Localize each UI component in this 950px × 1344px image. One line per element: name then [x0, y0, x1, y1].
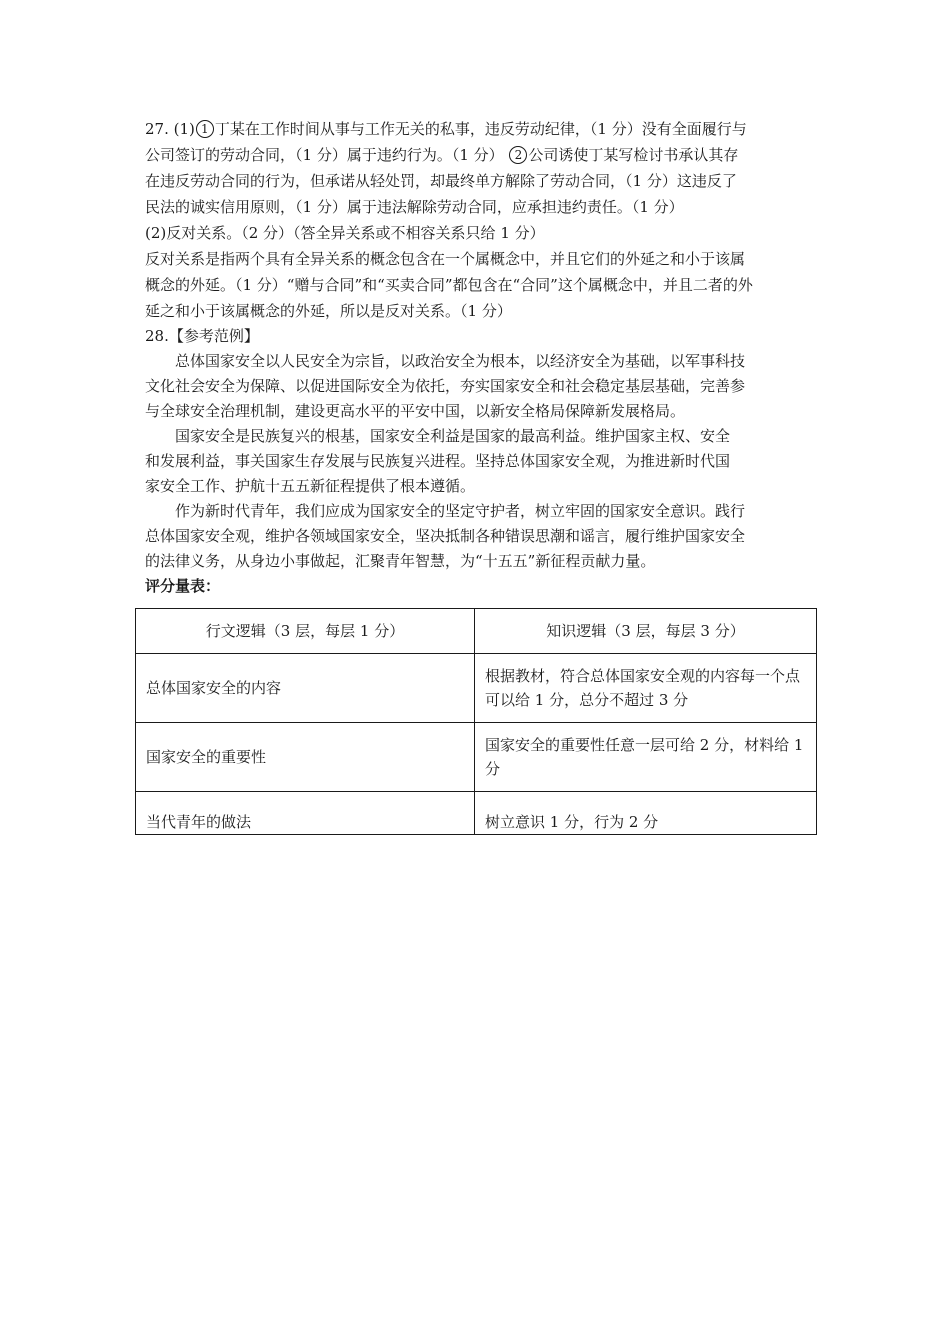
q27-line-6: 反对关系是指两个具有全异关系的概念包含在一个属概念中，并且它们的外延之和小于该属: [145, 250, 746, 268]
q27-text: 丁某在工作时间从事与工作无关的私事，违反劳动纪律，（1 分）没有全面履行与: [214, 120, 747, 138]
table-cell: 树立意识 1 分，行为 2 分: [475, 792, 817, 835]
q27-line-1: [145, 116, 815, 142]
circled-number-2: 2: [509, 146, 527, 164]
table-cell: 国家安全的重要性任意一层可给 2 分，材料给 1 分: [475, 723, 817, 792]
answer-document: [145, 116, 815, 599]
q28-p3-line-2: 总体国家安全观，维护各领域国家安全，坚决抵制各种错误思潮和谣言，履行维护国家安全: [145, 527, 746, 545]
table-header-row: [136, 609, 817, 654]
q28-p3-line-3: 的法律义务，从身边小事做起，汇聚青年智慧，为“十五五”新征程贡献力量。: [145, 552, 656, 570]
q27-text: 公司签订的劳动合同，（1 分）属于违约行为。（1 分）: [145, 146, 509, 164]
q27-line-4: 民法的诚实信用原则，（1 分）属于违法解除劳动合同，应承担违约责任。（1 分）: [145, 198, 684, 216]
table-header-cell: 行文逻辑（3 层，每层 1 分）: [136, 609, 475, 654]
q27-line-7: 概念的外延。（1 分）“赠与合同”和“买卖合同”都包含在“合同”这个属概念中，并且二者的外: [145, 276, 753, 294]
table-row: [136, 654, 817, 723]
q27-line-5: (2)反对关系。（2 分）（答全异关系或不相容关系只给 1 分）: [145, 224, 545, 242]
q28-p2-line-3: 家安全工作、护航十五五新征程提供了根本遵循。: [145, 477, 476, 495]
q28-p1-line-1: 总体国家安全以人民安全为宗旨，以政治安全为根本，以经济安全为基础，以军事科技: [175, 352, 746, 370]
table-cell: 当代青年的做法: [136, 792, 475, 835]
table-header-cell: 知识逻辑（3 层，每层 3 分）: [475, 609, 817, 654]
table-cell: 根据教材，符合总体国家安全观的内容每一个点可以给 1 分，总分不超过 3 分: [475, 654, 817, 723]
table-row: [136, 723, 817, 792]
circled-number-1: 1: [196, 120, 214, 138]
q28-p3-line-1: 作为新时代青年，我们应成为国家安全的坚定守护者，树立牢固的国家安全意识。践行: [175, 502, 746, 520]
q28-heading: 28.【参考范例】: [145, 327, 259, 345]
q27-line-8: 延之和小于该属概念的外延，所以是反对关系。（1 分）: [145, 302, 512, 320]
table-cell: 总体国家安全的内容: [136, 654, 475, 723]
q28-p2-line-2: 和发展利益，事关国家生存发展与民族复兴进程。坚持总体国家安全观，为推进新时代国: [145, 452, 731, 470]
q27-text: 公司诱使丁某写检讨书承认其存: [528, 146, 739, 164]
q28-p1-line-3: 与全球安全治理机制，建设更高水平的平安中国，以新安全格局保障新发展格局。: [145, 402, 686, 420]
q28-p2-line-1: 国家安全是民族复兴的根基，国家安全利益是国家的最高利益。维护国家主权、安全: [175, 427, 731, 445]
q27-line-3: 在违反劳动合同的行为，但承诺从轻处罚，却最终单方解除了劳动合同，（1 分）这违反了: [145, 172, 737, 190]
table-row: [136, 792, 817, 835]
rubric-title: 评分量表：: [145, 577, 221, 595]
q27-number: 27. (1): [145, 120, 195, 138]
q27-line-2: [145, 142, 815, 168]
scoring-rubric-table: [135, 608, 817, 835]
q28-p1-line-2: 文化社会安全为保障、以促进国际安全为依托，夯实国家安全和社会稳定基层基础，完善参: [145, 377, 746, 395]
table-cell: 国家安全的重要性: [136, 723, 475, 792]
